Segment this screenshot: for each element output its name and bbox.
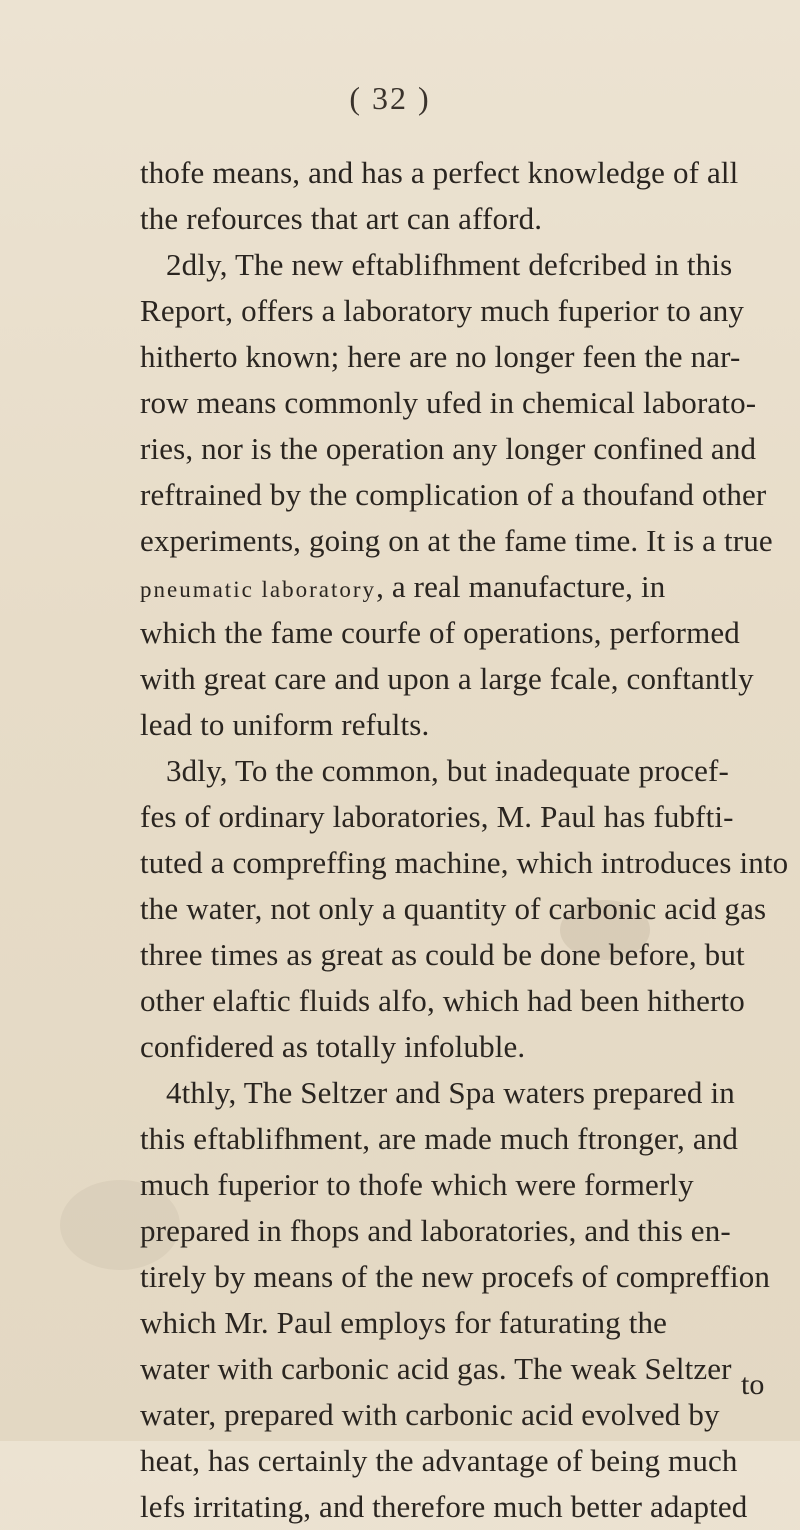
text-line: which Mr. Paul employs for faturating the [140,1305,668,1340]
text-line: much fuperior to thofe which were formerly [140,1167,694,1202]
text-line: the refources that art can afford. [140,201,543,236]
text-line: three times as great as could be done before, but [140,937,745,972]
text-line: row means commonly ufed in chemical laborato- [140,385,757,420]
text-line-smallcaps [140,564,780,610]
text-line: thofe means, and has a perfect knowledge of all [140,155,739,190]
text-line: Report, offers a laboratory much fuperior to any [140,293,745,328]
text-line: reftrained by the complication of a thoufand other [140,477,767,512]
text-line: which the fame courfe of operations, performed [140,615,740,650]
text-line: water with carbonic acid gas. The weak Seltzer [140,1351,732,1386]
text-line: the water, not only a quantity of carbonic acid gas [140,891,767,926]
text-line: ries, nor is the operation any longer confined and [140,431,757,466]
text-line: this eftablifhment, are made much ftronger, and [140,1121,739,1156]
text-line: lead to uniform refults. [140,707,430,742]
body-text [140,150,789,1530]
paragraph-start-line: 3dly, To the common, but inadequate procef- [166,753,729,788]
page-number: ( 32 ) [349,80,431,116]
text-line: experiments, going on at the fame time. It is a true [140,523,773,558]
text-line: fes of ordinary laboratories, M. Paul has fubfti- [140,799,734,834]
smallcaps-phrase: pneumatic laboratory [140,577,377,602]
text-line: water, prepared with carbonic acid evolved by [140,1397,720,1432]
text-line: other elaftic fluids alfo, which had been hitherto [140,983,745,1018]
text-line: lefs irritating, and therefore much better adapted [140,1489,748,1524]
paragraph-start-line: 2dly, The new eftablifhment defcribed in this [166,247,733,282]
catchword: to [741,1368,765,1401]
text-line: heat, has certainly the advantage of being much [140,1443,738,1478]
text-line: tirely by means of the new procefs of compreffion [140,1259,771,1294]
text-line: tuted a compreffing machine, which introduces into [140,845,789,880]
paragraph-start-line: 4thly, The Seltzer and Spa waters prepared in [166,1075,735,1110]
text-line: hitherto known; here are no longer feen the nar- [140,339,741,374]
text-line: with great care and upon a large fcale, conftantly [140,661,754,696]
text-line: prepared in fhops and laboratories, and this en- [140,1213,731,1248]
text-line-tail: , a real manufacture, in [376,569,666,604]
text-line: confidered as totally infoluble. [140,1029,526,1064]
